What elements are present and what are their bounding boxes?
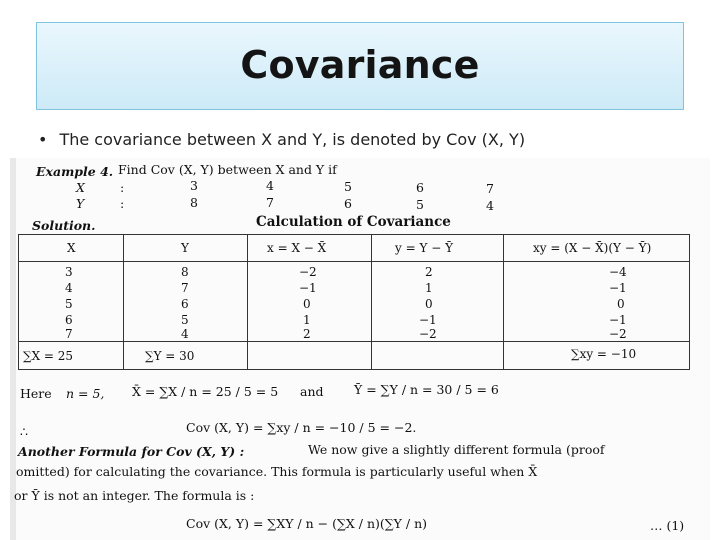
another-formula-label: Another Formula for Cov (X, Y) : bbox=[18, 444, 245, 459]
table-cell: 7 bbox=[181, 281, 189, 295]
paragraph-line: omitted) for calculating the covariance. This formula is particularly useful when X̄ bbox=[16, 464, 538, 479]
x-value: 3 bbox=[190, 178, 198, 193]
n-value: n = 5, bbox=[66, 386, 105, 401]
column-divider bbox=[123, 235, 124, 369]
table-cell: 3 bbox=[65, 265, 73, 279]
x-value: 7 bbox=[486, 181, 494, 196]
table-cell: −1 bbox=[609, 281, 627, 295]
y-value: 8 bbox=[190, 195, 198, 210]
table-cell: 4 bbox=[181, 327, 189, 341]
table-header: Y bbox=[181, 241, 189, 255]
x-row-label: X bbox=[76, 180, 85, 195]
table-cell: 7 bbox=[65, 327, 73, 341]
table-cell: 0 bbox=[303, 297, 311, 311]
table-total: ∑xy = −10 bbox=[571, 347, 637, 361]
page-edge bbox=[10, 158, 16, 540]
slide-title: Covariance bbox=[240, 43, 480, 87]
table-cell: 2 bbox=[425, 265, 433, 279]
table-cell: 2 bbox=[303, 327, 311, 341]
ybar-formula: Ȳ = ∑Y / n = 30 / 5 = 6 bbox=[354, 382, 499, 397]
bullet-text: The covariance between X and Y, is denoted by Cov (X, Y) bbox=[59, 130, 526, 149]
cov-formula: Cov (X, Y) = ∑XY / n − (∑X / n)(∑Y / n) bbox=[186, 516, 428, 531]
column-divider bbox=[247, 235, 248, 369]
table-cell: 8 bbox=[181, 265, 189, 279]
table-header: xy = (X − X̄)(Y − Ȳ) bbox=[533, 241, 652, 255]
bullet-point bbox=[38, 130, 525, 149]
another-formula-text: We now give a slightly different formula (proof bbox=[308, 442, 605, 457]
solution-label: Solution. bbox=[32, 218, 96, 233]
table-cell: 4 bbox=[65, 281, 73, 295]
example-text: Find Cov (X, Y) between X and Y if bbox=[118, 162, 337, 177]
table-total: ∑Y = 30 bbox=[145, 349, 195, 363]
header-divider bbox=[19, 261, 689, 262]
table-cell: 5 bbox=[181, 313, 189, 327]
y-value: 5 bbox=[416, 197, 424, 212]
table-cell: −1 bbox=[419, 313, 437, 327]
x-value: 6 bbox=[416, 180, 424, 195]
table-cell: 5 bbox=[65, 297, 73, 311]
table-cell: −2 bbox=[609, 327, 627, 341]
table-cell: 0 bbox=[617, 297, 625, 311]
y-value: 6 bbox=[344, 196, 352, 211]
y-row-colon: : bbox=[120, 196, 125, 211]
table-header: x = X − X̄ bbox=[267, 241, 327, 255]
table-title: Calculation of Covariance bbox=[256, 214, 451, 230]
xbar-formula: X̄ = ∑X / n = 25 / 5 = 5 bbox=[132, 384, 279, 399]
equation-number: … (1) bbox=[650, 518, 685, 533]
table-cell: 6 bbox=[65, 313, 73, 327]
table-header: X bbox=[67, 241, 76, 255]
table-cell: 0 bbox=[425, 297, 433, 311]
table-cell: −1 bbox=[299, 281, 317, 295]
y-row-label: Y bbox=[76, 196, 85, 211]
bullet-icon: • bbox=[38, 130, 48, 149]
table-cell: −2 bbox=[299, 265, 317, 279]
x-value: 4 bbox=[266, 178, 274, 193]
here-label: Here bbox=[20, 386, 52, 401]
example-label: Example 4. bbox=[36, 164, 114, 179]
x-row-colon: : bbox=[120, 180, 125, 195]
covariance-table bbox=[18, 234, 690, 370]
y-value: 7 bbox=[266, 195, 274, 210]
table-cell: 6 bbox=[181, 297, 189, 311]
table-cell: 1 bbox=[425, 281, 433, 295]
scanned-page bbox=[10, 158, 710, 540]
table-cell: −1 bbox=[609, 313, 627, 327]
table-cell: 1 bbox=[303, 313, 311, 327]
totals-divider bbox=[19, 341, 689, 342]
title-box bbox=[36, 22, 684, 110]
therefore-symbol: ∴ bbox=[20, 424, 28, 439]
table-total: ∑X = 25 bbox=[23, 349, 74, 363]
table-header: y = Y − Ȳ bbox=[395, 241, 453, 255]
column-divider bbox=[371, 235, 372, 369]
x-value: 5 bbox=[344, 179, 352, 194]
paragraph-line: or Ȳ is not an integer. The formula is : bbox=[14, 488, 255, 503]
table-cell: −2 bbox=[419, 327, 437, 341]
column-divider bbox=[503, 235, 504, 369]
cov-result: Cov (X, Y) = ∑xy / n = −10 / 5 = −2. bbox=[186, 420, 417, 435]
y-value: 4 bbox=[486, 198, 494, 213]
and-text: and bbox=[300, 384, 324, 399]
table-cell: −4 bbox=[609, 265, 627, 279]
